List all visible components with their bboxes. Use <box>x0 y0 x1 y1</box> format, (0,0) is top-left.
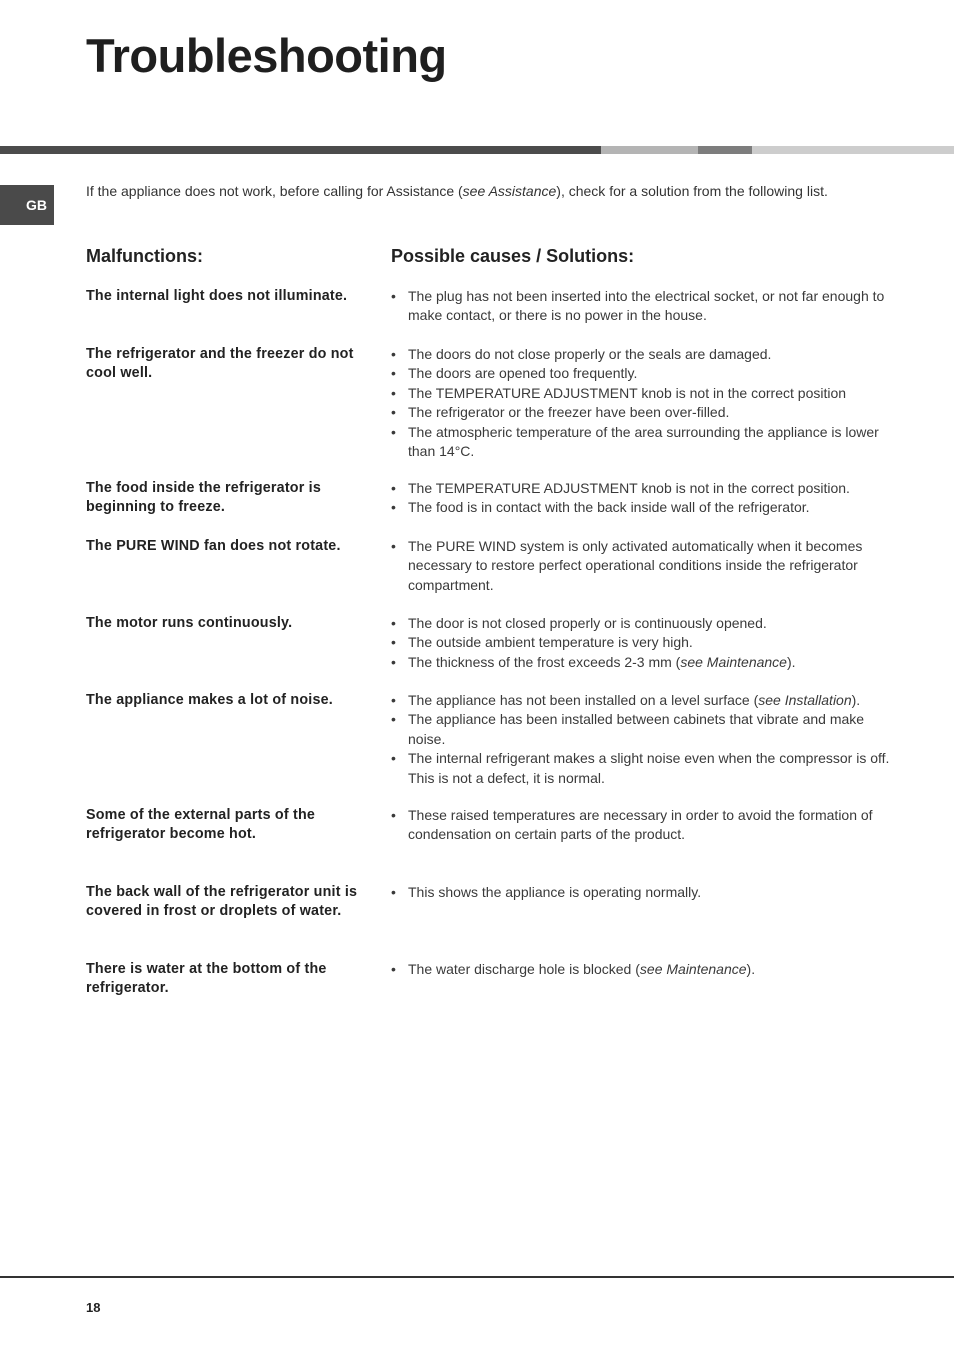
cause-item: • The plug has not been inserted into the electrical socket, or not far enough to make contact, or there is no power in the house. <box>391 288 885 324</box>
header-rule-pale <box>752 146 954 154</box>
intro-reference: see Assistance <box>462 183 557 199</box>
causes-list <box>391 806 891 845</box>
page-number: 18 <box>86 1300 101 1315</box>
intro-text <box>86 181 906 201</box>
cause-item: • The atmospheric temperature of the area surrounding the appliance is lower than 14°C. <box>391 423 879 460</box>
maintenance-reference: see Maintenance <box>680 653 787 670</box>
cause-item: • The refrigerator or the freezer have been over-filled. <box>391 404 730 421</box>
header-rule-light <box>601 146 698 154</box>
cause-item: • The appliance has been installed between cabinets that vibrate and make noise. <box>391 711 865 747</box>
header-rule-dark <box>0 146 601 154</box>
cause-item: • The door is not closed properly or is continuously opened. <box>391 615 767 631</box>
malfunction-text: The internal light does not illuminate. <box>86 288 348 304</box>
cause-item: • The TEMPERATURE ADJUSTMENT knob is not in the correct position <box>391 384 847 401</box>
malfunction-text: The back wall of the refrigerator unit is covered in frost or droplets of water. <box>86 884 358 920</box>
cause-item: • The PURE WIND system is only activated automatically when it becomes necessary to restore perfect operational conditions inside the refrigerator compartment. <box>391 538 863 593</box>
cause-item: • The appliance has not been installed on a level surface (see Installation). <box>391 692 861 708</box>
malfunction-text: The motor runs continuously. <box>86 615 293 631</box>
cause-item: • This shows the appliance is operating normally. <box>391 884 702 900</box>
malfunction-text: The appliance makes a lot of noise. <box>86 692 333 708</box>
language-tab: GB <box>0 185 54 225</box>
causes-list <box>391 883 891 902</box>
installation-reference: see Installation <box>758 692 852 708</box>
causes-list <box>391 287 891 326</box>
malfunction-text: The refrigerator and the freezer do not cool well. <box>86 346 354 382</box>
malfunction-text: The food inside the refrigerator is beginning to freeze. <box>86 480 321 516</box>
causes-list <box>391 614 891 672</box>
cause-item: • The TEMPERATURE ADJUSTMENT knob is not in the correct position. <box>391 480 850 496</box>
malfunction-text: The PURE WIND fan does not rotate. <box>86 538 341 554</box>
cause-item: • The doors do not close properly or the seals are damaged. <box>391 346 772 362</box>
cause-item: • The internal refrigerant makes a slight noise even when the compressor is off. This is not a defect, it is normal. <box>391 750 890 786</box>
cause-item: • The doors are opened too frequently. <box>391 365 638 382</box>
causes-list <box>391 960 891 979</box>
causes-list <box>391 345 891 461</box>
cause-item: • The water discharge hole is blocked (see Maintenance). <box>391 961 756 977</box>
causes-list <box>391 537 891 595</box>
intro-after: ), check for a solution from the following list. <box>556 183 828 199</box>
causes-heading: Possible causes / Solutions: <box>391 246 635 266</box>
causes-list <box>391 691 891 788</box>
malfunctions-heading: Malfunctions: <box>86 246 203 266</box>
page-title: Troubleshooting <box>86 29 447 82</box>
intro-before: If the appliance does not work, before calling for Assistance ( <box>86 183 463 199</box>
footer-rule <box>0 1276 954 1278</box>
cause-item: • These raised temperatures are necessary in order to avoid the formation of condensation on certain parts of the product. <box>391 807 873 843</box>
malfunction-text: There is water at the bottom of the refrigerator. <box>86 961 327 997</box>
cause-item: • The thickness of the frost exceeds 2-3 mm (see Maintenance). <box>391 653 796 670</box>
cause-item: • The food is in contact with the back inside wall of the refrigerator. <box>391 499 810 516</box>
maintenance-reference: see Maintenance <box>639 961 747 977</box>
causes-list <box>391 479 891 518</box>
cause-item: • The outside ambient temperature is very high. <box>391 634 693 651</box>
malfunction-text: Some of the external parts of the refrigerator become hot. <box>86 807 316 843</box>
header-rule-medium <box>698 146 752 154</box>
